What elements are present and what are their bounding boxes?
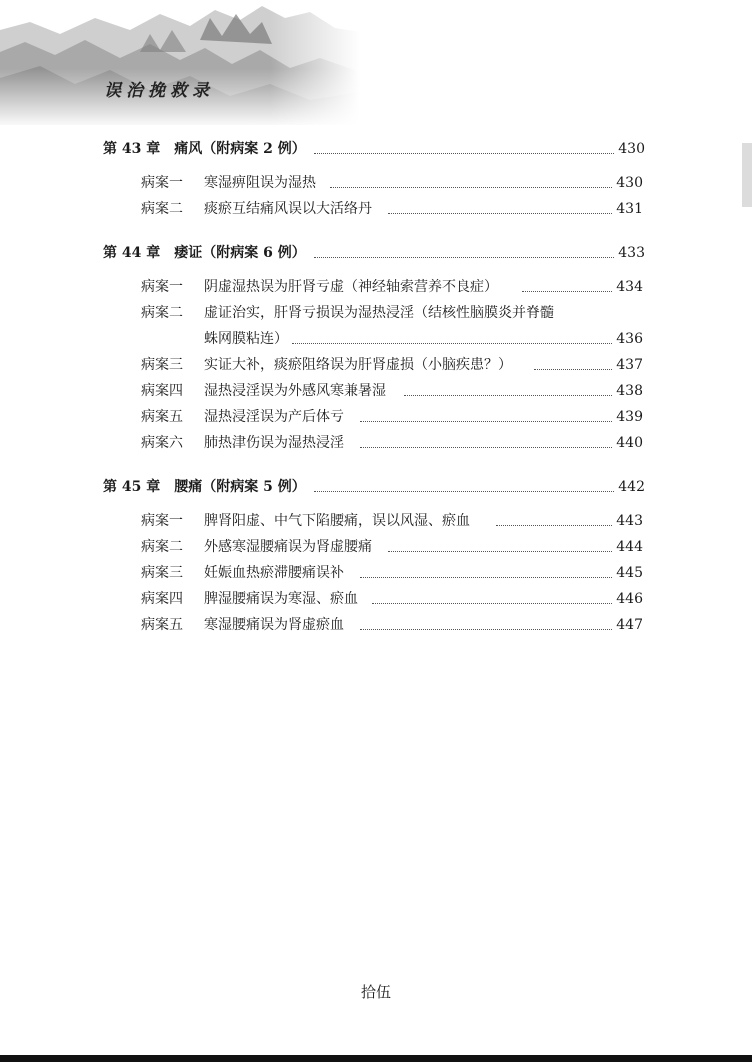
- dot-leader: [404, 395, 612, 396]
- page-number: 447: [616, 617, 643, 633]
- case-prefix: 病案二: [141, 201, 183, 217]
- page-number: 446: [616, 591, 643, 607]
- page-number: 440: [616, 435, 643, 451]
- toc-case-continuation[interactable]: [0, 328, 752, 350]
- case-title: 脾湿腰痛误为寒湿、瘀血: [204, 591, 358, 607]
- toc-case[interactable]: [0, 432, 752, 454]
- case-title: 肺热津伤误为湿热浸淫: [204, 435, 344, 451]
- toc-case[interactable]: [0, 510, 752, 532]
- case-title: 实证大补，痰瘀阻络误为肝肾虚损（小脑疾患？）: [204, 357, 512, 373]
- case-title: 寒湿腰痛误为肾虚瘀血: [204, 617, 344, 633]
- case-title: 痰瘀互结痛风误以大活络丹: [204, 201, 372, 217]
- case-prefix: 病案一: [141, 513, 183, 529]
- case-prefix: 病案一: [141, 175, 183, 191]
- chapter-title: 第 45 章 腰痛（附病案 5 例）: [103, 479, 306, 495]
- toc-case[interactable]: [0, 198, 752, 220]
- toc-case[interactable]: [0, 302, 752, 324]
- toc-chapter-45[interactable]: [0, 476, 752, 498]
- case-title: 寒湿痹阻误为湿热: [204, 175, 316, 191]
- toc-chapter-44[interactable]: [0, 242, 752, 264]
- toc-case[interactable]: [0, 354, 752, 376]
- case-prefix: 病案五: [141, 617, 183, 633]
- case-title: 湿热浸淫误为产后体亏: [204, 409, 344, 425]
- dot-leader: [314, 153, 614, 154]
- page-footer-number: 拾伍: [360, 983, 391, 1001]
- page-number: 437: [616, 357, 643, 373]
- page-number: 443: [616, 513, 643, 529]
- dot-leader: [292, 343, 612, 344]
- case-prefix: 病案二: [141, 305, 183, 321]
- dot-leader: [314, 257, 614, 258]
- toc-case[interactable]: [0, 536, 752, 558]
- case-prefix: 病案六: [141, 435, 183, 451]
- page-number: 442: [618, 479, 645, 495]
- dot-leader: [330, 187, 612, 188]
- case-prefix: 病案三: [141, 565, 183, 581]
- dot-leader: [360, 447, 612, 448]
- case-title-continued: 蛛网膜粘连）: [204, 331, 288, 347]
- toc-case[interactable]: [0, 276, 752, 298]
- page-number: 445: [616, 565, 643, 581]
- dot-leader: [522, 291, 612, 292]
- page-number: 438: [616, 383, 643, 399]
- book-title: 误治挽救录: [104, 81, 214, 101]
- case-prefix: 病案一: [141, 279, 183, 295]
- toc-case[interactable]: [0, 614, 752, 636]
- toc-chapter-43[interactable]: [0, 138, 752, 160]
- case-title: 外感寒湿腰痛误为肾虚腰痛: [204, 539, 372, 555]
- case-title: 妊娠血热瘀滞腰痛误补: [204, 565, 344, 581]
- case-title: 虚证治实，肝肾亏损误为湿热浸淫（结核性脑膜炎并脊髓: [204, 305, 554, 321]
- page-number: 433: [618, 245, 645, 261]
- dot-leader: [360, 629, 612, 630]
- toc-case[interactable]: [0, 562, 752, 584]
- chapter-title: 第 43 章 痛风（附病案 2 例）: [103, 141, 306, 157]
- page-number: 431: [616, 201, 643, 217]
- bottom-border: [0, 1055, 752, 1062]
- dot-leader: [388, 213, 612, 214]
- page-number: 444: [616, 539, 643, 555]
- dot-leader: [314, 491, 614, 492]
- dot-leader: [360, 421, 612, 422]
- dot-leader: [372, 603, 612, 604]
- case-title: 湿热浸淫误为外感风寒兼暑湿: [204, 383, 386, 399]
- case-prefix: 病案四: [141, 591, 183, 607]
- toc-case[interactable]: [0, 588, 752, 610]
- dot-leader: [534, 369, 612, 370]
- dot-leader: [496, 525, 612, 526]
- case-prefix: 病案五: [141, 409, 183, 425]
- page-number: 430: [618, 141, 645, 157]
- case-prefix: 病案三: [141, 357, 183, 373]
- case-prefix: 病案四: [141, 383, 183, 399]
- dot-leader: [388, 551, 612, 552]
- chapter-title: 第 44 章 痿证（附病案 6 例）: [103, 245, 306, 261]
- page-number: 430: [616, 175, 643, 191]
- mountain-landscape-header-art: [0, 0, 360, 125]
- toc-case[interactable]: [0, 380, 752, 402]
- page-number: 434: [616, 279, 643, 295]
- dot-leader: [360, 577, 612, 578]
- case-title: 脾肾阳虚、中气下陷腰痛，误以风湿、瘀血: [204, 513, 470, 529]
- toc-case[interactable]: [0, 406, 752, 428]
- page-number: 439: [616, 409, 643, 425]
- case-prefix: 病案二: [141, 539, 183, 555]
- page-number: 436: [616, 331, 643, 347]
- toc-case[interactable]: [0, 172, 752, 194]
- case-title: 阴虚湿热误为肝肾亏虚（神经轴索营养不良症）: [204, 279, 498, 295]
